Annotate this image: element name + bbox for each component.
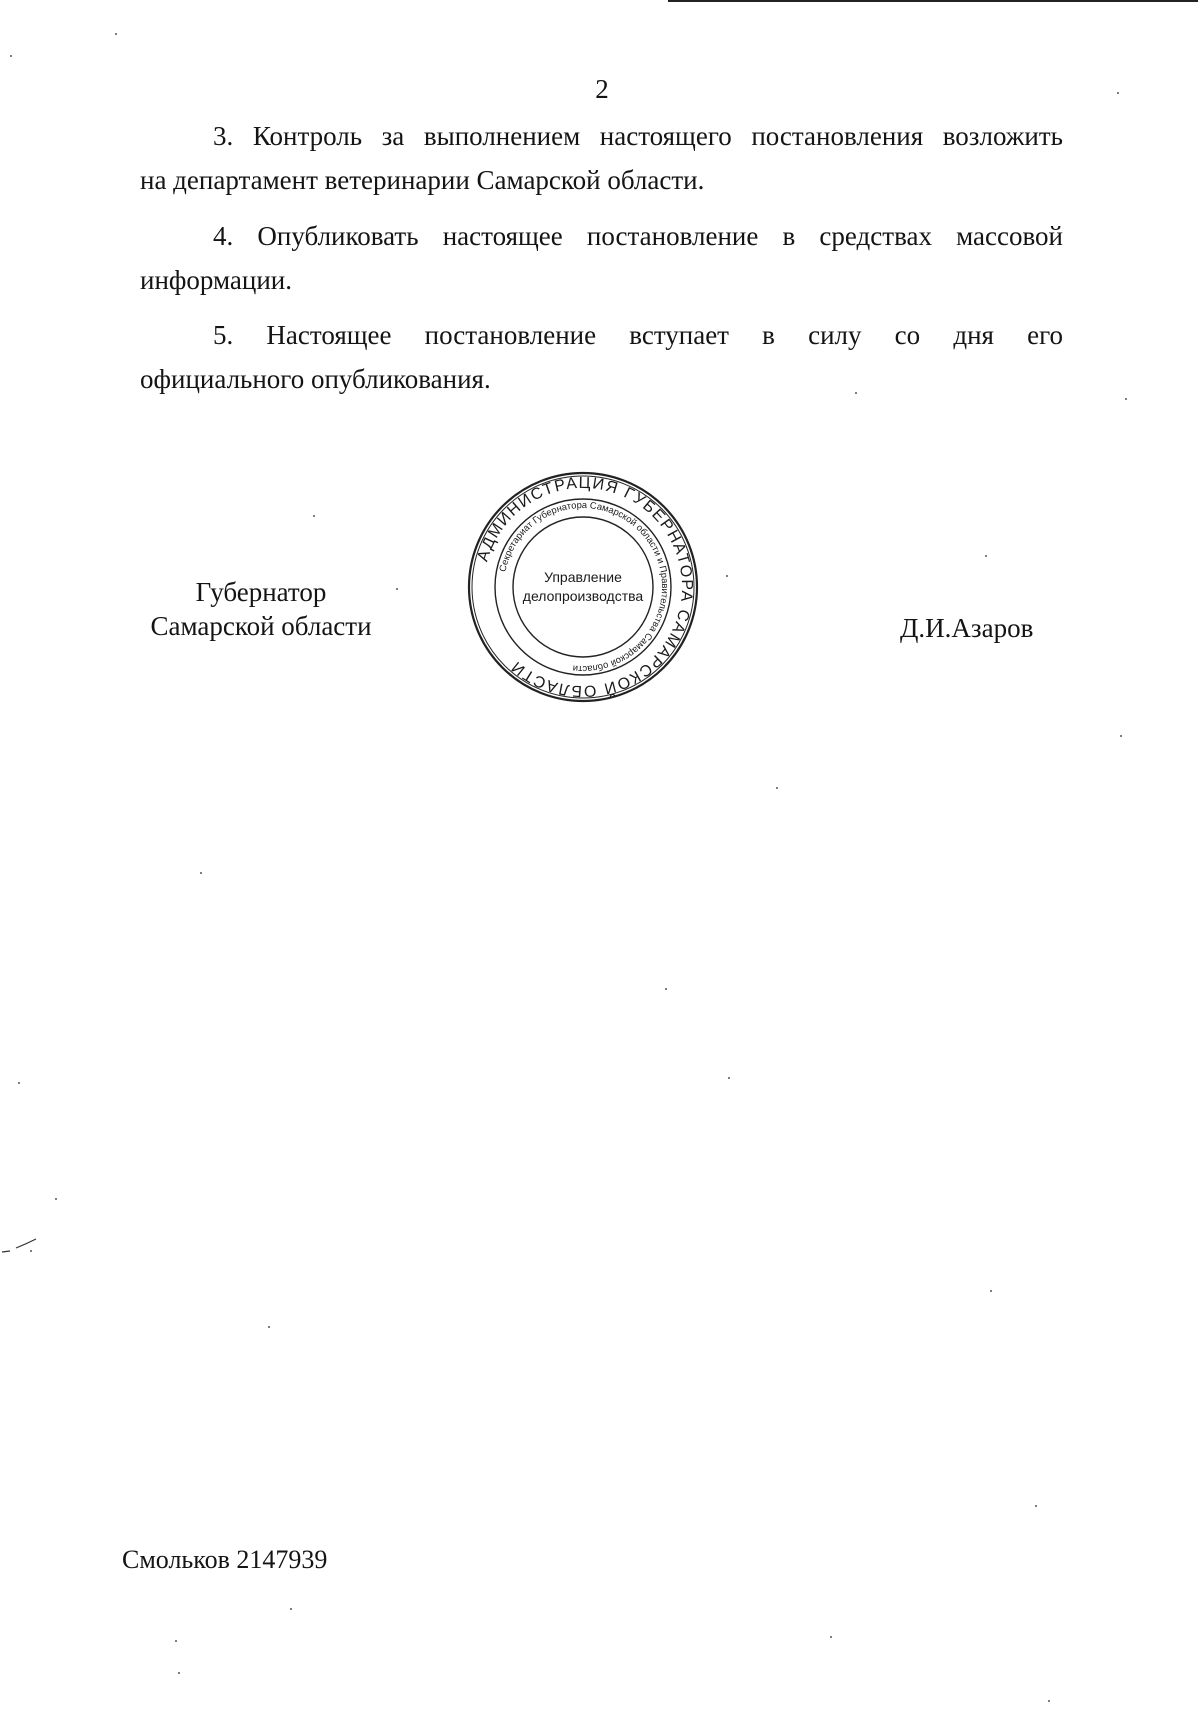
scan-speck [728, 1077, 730, 1079]
paragraph-3-line-2: на департамент ветеринарии Самарской области. [140, 165, 705, 195]
stamp-inner-ring [513, 517, 653, 657]
scan-speck [1035, 1505, 1037, 1507]
paragraph-5 [140, 313, 1063, 401]
scan-speck [396, 588, 398, 590]
paragraph-4 [140, 214, 1063, 302]
scan-speck [726, 575, 728, 577]
stamp-center-line-2: делопроизводства [522, 588, 644, 604]
top-edge-line [668, 0, 1198, 2]
paragraph-3 [140, 114, 1063, 202]
scan-speck [776, 787, 778, 789]
scan-speck [985, 555, 987, 557]
scan-speck [1117, 92, 1119, 94]
scan-speck [200, 872, 202, 874]
stamp-center-line-1: Управление [544, 569, 622, 585]
official-stamp [466, 470, 700, 704]
scan-stroke-mark [0, 1236, 45, 1256]
scan-speck [855, 392, 857, 394]
scan-speck [178, 1672, 180, 1674]
contact-line: Смольков 2147939 [122, 1545, 328, 1574]
paragraph-5-line-1: 5. Настоящее постановление вступает в силу со дня его [213, 320, 1063, 350]
scan-speck [1048, 1700, 1050, 1702]
scan-speck [1120, 735, 1122, 737]
scan-speck [268, 1326, 270, 1328]
stamp-middle-text: Секретариат Губернатора Самарской области и Правительства Самарской области [496, 498, 672, 676]
signer-title [140, 575, 382, 643]
page-number: 2 [595, 74, 609, 104]
paragraph-4-line-2: информации. [140, 265, 292, 295]
paragraph-3-line-1: 3. Контроль за выполнением настоящего постановления возложить [213, 121, 1063, 151]
scan-speck [313, 515, 315, 517]
scan-speck [18, 1082, 20, 1084]
scan-speck [55, 1198, 57, 1200]
scan-speck [10, 55, 12, 57]
paragraph-5-line-2: официального опубликования. [140, 364, 491, 394]
scan-speck [115, 33, 117, 35]
scan-speck [830, 1636, 832, 1638]
scan-speck [175, 1640, 177, 1642]
scan-speck [990, 1290, 992, 1292]
paragraph-4-line-1: 4. Опубликовать настоящее постановление в средствах массовой [213, 221, 1063, 251]
signer-name: Д.И.Азаров [900, 613, 1034, 643]
scan-speck [665, 988, 667, 990]
signer-title-line-1: Губернатор [195, 577, 327, 607]
scan-speck [290, 1608, 292, 1610]
stamp-outer-text: АДМИНИСТРАЦИЯ ГУБЕРНАТОРА САМАРСКОЙ ОБЛАСТИ [474, 474, 696, 700]
signer-title-line-2: Самарской области [150, 611, 372, 641]
scan-speck [1125, 398, 1127, 400]
